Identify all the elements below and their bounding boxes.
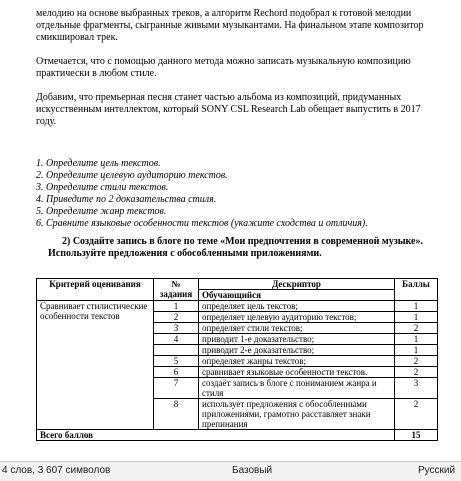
task-num: 7 bbox=[154, 378, 199, 399]
criteria-cell: Сравнивает стилистические особенности текстов bbox=[37, 301, 154, 430]
task-num: 2 bbox=[154, 312, 199, 323]
total-value: 15 bbox=[395, 430, 438, 441]
status-bar bbox=[0, 461, 461, 481]
task-num: 4 bbox=[154, 334, 199, 345]
descriptor: приводит 1-е доказательство; bbox=[199, 334, 395, 345]
descriptor: использует предложения с обособленными приложениями, грамотно расставляет знаки препинания bbox=[199, 399, 395, 430]
descriptor: приводит 2-е доказательство; bbox=[199, 345, 395, 356]
doc-line: Отмечается, что с помощью данного метода можно записать музыкальную композицию bbox=[36, 56, 411, 67]
task-num bbox=[154, 345, 199, 356]
total-label: Всего баллов bbox=[37, 430, 395, 441]
task-item: 3. Определите стили текстов. bbox=[36, 182, 169, 193]
task-num: 5 bbox=[154, 356, 199, 367]
task-item: 4. Приведите по 2 доказательства стиля. bbox=[36, 194, 217, 205]
sub-header: Обучающийся bbox=[199, 290, 395, 301]
score: 2 bbox=[395, 356, 438, 367]
task-item: 5. Определите жанр текстов. bbox=[36, 206, 167, 217]
score: 1 bbox=[395, 345, 438, 356]
descriptor: определяет жанры текстов; bbox=[199, 356, 395, 367]
score: 2 bbox=[395, 367, 438, 378]
descriptor: создаёт запись в блоге с пониманием жанра и стиля bbox=[199, 378, 395, 399]
assessment-table bbox=[36, 278, 438, 441]
descriptor: сравнивает языковые особенности текстов. bbox=[199, 367, 395, 378]
score: 1 bbox=[395, 301, 438, 312]
language[interactable]: Русский bbox=[418, 465, 456, 476]
doc-line: искусственным интеллектом, который SONY CSL Research Lab обещает выпустить в 2017 bbox=[36, 104, 421, 115]
header-num: № задания bbox=[154, 279, 199, 301]
task-num: 1 bbox=[154, 301, 199, 312]
style-name[interactable]: Базовый bbox=[232, 465, 273, 476]
descriptor: определяет стили текстов; bbox=[199, 323, 395, 334]
doc-line: мелодию на основе выбранных треков, а алгоритм Rechord подобрал к готовой мелодии bbox=[36, 8, 412, 19]
descriptor: определяет целевую аудиторию текстов; bbox=[199, 312, 395, 323]
task-item: 6. Сравните языковые особенности текстов (укажите сходства и отличия). bbox=[36, 218, 368, 229]
task-item: 2. Определите целевую аудиторию текстов. bbox=[36, 170, 228, 181]
score: 1 bbox=[395, 312, 438, 323]
doc-line: году. bbox=[36, 116, 57, 127]
task-num: 6 bbox=[154, 367, 199, 378]
score: 2 bbox=[395, 399, 438, 430]
task-num: 3 bbox=[154, 323, 199, 334]
task-num: 8 bbox=[154, 399, 199, 430]
doc-line: отдельные фрагменты, сыгранные живыми музыкантами. На финальном этапе композитор bbox=[36, 20, 424, 31]
score: 3 bbox=[395, 378, 438, 399]
header-score: Баллы bbox=[395, 279, 438, 301]
task-item: 1. Определите цель текстов. bbox=[36, 158, 161, 169]
doc-line: смикшировал трек. bbox=[36, 32, 118, 43]
header-criteria: Критерий оценивания bbox=[37, 279, 154, 301]
score: 1 bbox=[395, 334, 438, 345]
score: 2 bbox=[395, 323, 438, 334]
doc-line: Добавим, что премьерная песня станет частью альбома из композиций, придуманных bbox=[36, 92, 402, 103]
header-desc: Дескриптор bbox=[199, 279, 395, 290]
doc-line: практически в любом стиле. bbox=[36, 68, 157, 79]
task2-line: 2) Создайте запись в блоге по теме «Мои предпочтения в современной музыке». bbox=[62, 236, 423, 247]
word-count[interactable]: 4 слов, 3 607 символов bbox=[2, 465, 111, 476]
task2-line: Используйте предложения с обособленными приложениями. bbox=[48, 248, 322, 259]
descriptor: определяет цель текстов; bbox=[199, 301, 395, 312]
